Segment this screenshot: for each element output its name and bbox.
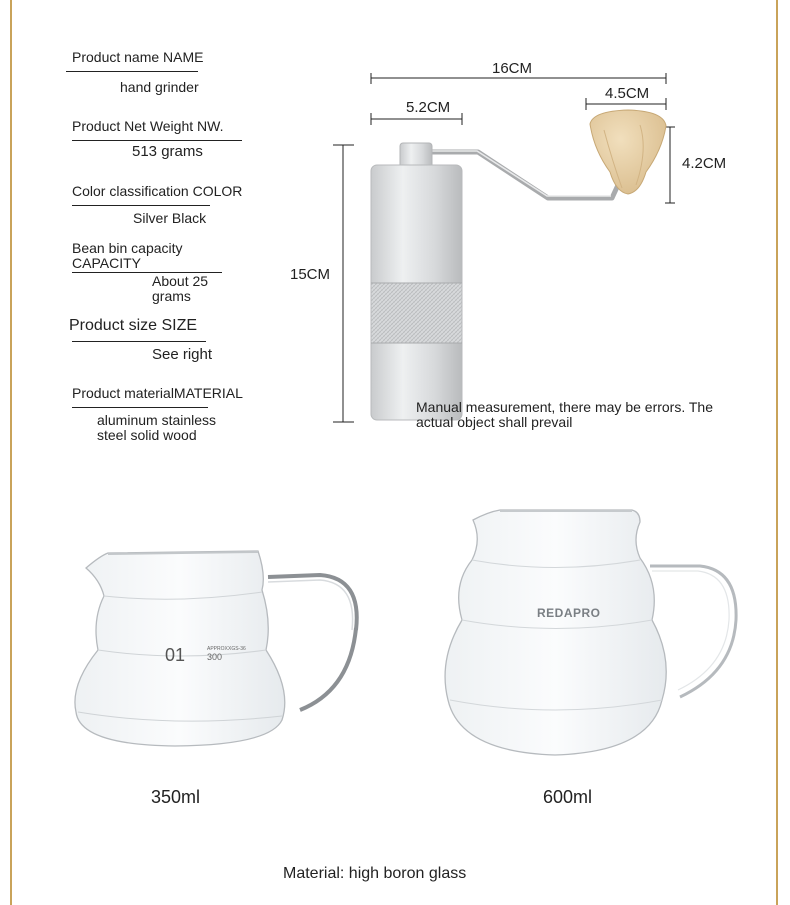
- grinder-knurled-grip: [371, 283, 462, 343]
- spec-weight-value: 513 grams: [132, 143, 203, 160]
- small-jug-print-2: 300: [207, 652, 223, 662]
- large-jug-caption: 600ml: [543, 787, 593, 807]
- grinder-top-nut: [400, 143, 432, 168]
- small-jug-print-1: APPROX: [207, 646, 228, 652]
- dimension-body-width: 5.2CM: [406, 99, 451, 116]
- spec-material-value-line1: aluminum stainless: [97, 412, 217, 428]
- measurement-note-line2: actual object shall prevail: [416, 414, 573, 430]
- dimension-total-length: 16CM: [492, 60, 533, 77]
- spec-color-value: Silver Black: [133, 210, 207, 226]
- wood-knob: [590, 110, 666, 194]
- spec-weight-label: Product Net Weight NW.: [72, 118, 224, 134]
- spec-name-label: Product name NAME: [72, 49, 204, 65]
- dimension-knob-height: 4.2CM: [682, 155, 727, 172]
- spec-capacity-label-line1: Bean bin capacity: [72, 240, 183, 256]
- spec-capacity-value-line1: About 25: [152, 273, 209, 289]
- large-glass-jug: [445, 510, 736, 755]
- spec-color-label: Color classification COLOR: [72, 183, 243, 199]
- small-jug-mark: 01: [165, 645, 186, 665]
- small-jug-caption: 350ml: [151, 787, 201, 807]
- spec-name-value: hand grinder: [120, 79, 199, 95]
- measurement-note-line1: Manual measurement, there may be errors. The: [416, 399, 713, 415]
- large-jug-brand: REDAPRO: [537, 606, 601, 620]
- material-footer: Material: high boron glass: [283, 865, 467, 882]
- small-jug-print-3: XGS-36: [228, 646, 246, 652]
- dimension-height: 15CM: [290, 266, 331, 283]
- dimension-knob-width: 4.5CM: [605, 85, 650, 102]
- spec-capacity-value-line2: grams: [152, 288, 191, 304]
- spec-size-label: Product size SIZE: [69, 317, 198, 334]
- spec-material-label: Product materialMATERIAL: [72, 385, 243, 401]
- spec-capacity-label-line2: CAPACITY: [72, 255, 141, 271]
- spec-material-value-line2: steel solid wood: [97, 427, 197, 443]
- spec-size-value: See right: [152, 346, 213, 363]
